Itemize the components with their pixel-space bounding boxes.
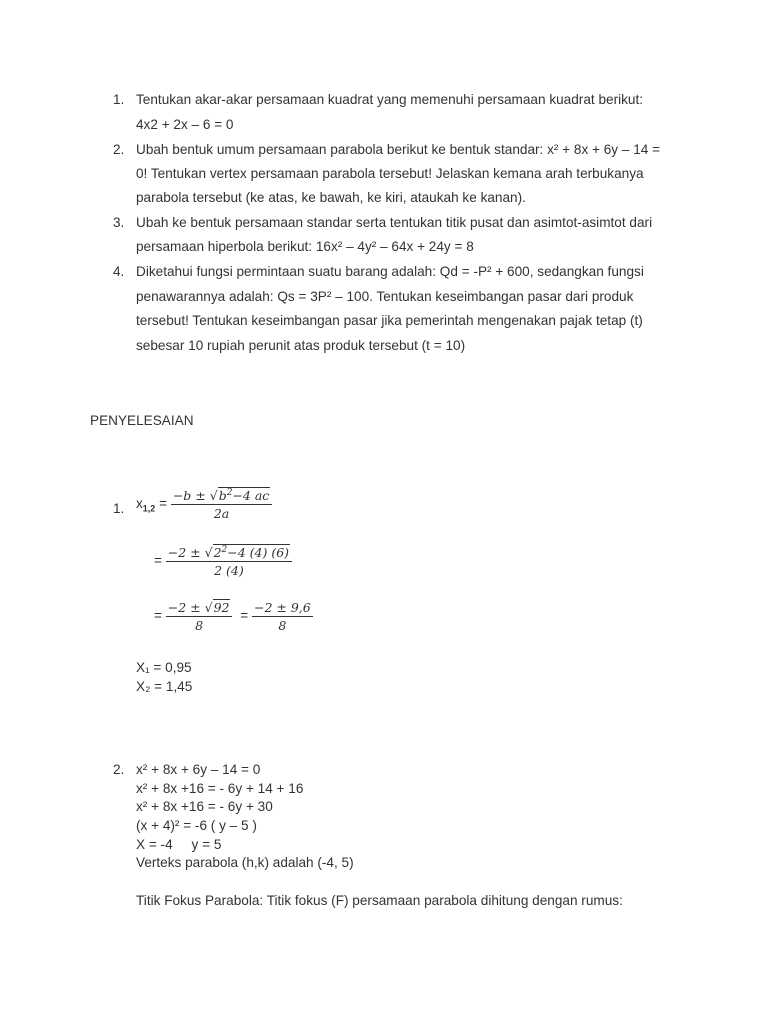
- question-4-line-1: Diketahui fungsi permintaan suatu barang adalah: Qd = -P² + 600, sedangkan fungsi: [136, 264, 644, 279]
- question-3-line-2: persamaan hiperbola berikut: 16x² – 4y² – 64x + 24y = 8: [136, 239, 474, 254]
- question-3-line-1: Ubah ke bentuk persamaan standar serta tentukan titik pusat dan asimtot-asimtot dari: [136, 215, 653, 230]
- numerator-prefix: −2 ±: [167, 600, 205, 615]
- fraction-numerator: [166, 600, 233, 617]
- formula-row-1: [136, 488, 272, 521]
- root-x1: X₁ = 0,95: [136, 660, 192, 675]
- question-4-line-4: sebesar 10 rupiah perunit atas produk tersebut (t = 10): [136, 338, 466, 353]
- question-2-line-2: 0! Tentukan vertex persamaan parabola tersebut! Jelaskan kemana arah terbukanya: [136, 166, 644, 181]
- equals-sign: =: [154, 553, 162, 569]
- question-2-line-3: parabola tersebut (ke atas, ke bawah, ke kiri, ataukah ke kanan).: [136, 190, 526, 205]
- root-x2: X₂ = 1,45: [136, 679, 193, 694]
- solution-2-line-4: (x + 4)² = -6 ( y – 5 ): [136, 818, 257, 833]
- focus-text: Titik Fokus Parabola: Titik fokus (F) persamaan parabola dihitung dengan rumus:: [136, 893, 623, 908]
- formula-row-2: [154, 545, 292, 578]
- fraction-numerator: [171, 488, 272, 505]
- quadratic-formula-fraction: [171, 488, 272, 521]
- question-2-line-1: Ubah bentuk umum persamaan parabola berikut ke bentuk standar: x² + 8x + 6y – 14 =: [136, 142, 661, 157]
- radicand-rest: −4 ac: [232, 488, 270, 503]
- solution-2-line-2: x² + 8x +16 = - 6y + 14 + 16: [136, 781, 304, 796]
- equals-sign: =: [240, 608, 249, 624]
- question-1-number: 1.: [113, 92, 125, 107]
- solution-2-line-3: x² + 8x +16 = - 6y + 30: [136, 799, 273, 814]
- solution-2-line-5: X = -4 y = 5: [136, 837, 222, 852]
- radicand-base: b: [218, 488, 227, 503]
- fraction-denominator: 8: [195, 618, 204, 633]
- radicand: 92: [213, 600, 230, 615]
- fraction-denominator: 2 (4): [214, 563, 244, 578]
- sqrt-symbol: $√b^2-4$ ac: [209, 487, 270, 503]
- variable-x: x: [136, 496, 143, 512]
- section-heading: PENYELESAIAN: [90, 413, 194, 428]
- simplified-fraction: [166, 600, 233, 633]
- solution-2-line-1: x² + 8x + 6y – 14 = 0: [136, 762, 261, 777]
- radicand-rest: −4 (4) (6): [227, 545, 290, 560]
- fraction-denominator: 2a: [213, 506, 230, 521]
- result-fraction: [252, 600, 313, 633]
- fraction-numerator: −2 ± 9,6: [253, 600, 311, 615]
- solution-1-number: 1.: [113, 501, 125, 516]
- question-4-line-2: penawarannya adalah: Qs = 3P² – 100. Tentukan keseimbangan pasar dari produk: [136, 289, 634, 304]
- question-2-number: 2.: [113, 142, 125, 157]
- fraction-denominator: 8: [278, 618, 287, 633]
- equals-sign: =: [154, 608, 162, 624]
- solution-2-number: 2.: [113, 762, 125, 777]
- question-1-line-2: 4x2 + 2x – 6 = 0: [136, 117, 234, 132]
- solution-2-line-6: Verteks parabola (h,k) adalah (-4, 5): [136, 855, 354, 870]
- numerator-prefix: −b ±: [172, 488, 210, 503]
- numerator-prefix: −2 ±: [167, 545, 205, 560]
- fraction-numerator: [166, 545, 292, 562]
- substituted-fraction: [166, 545, 292, 578]
- formula-row-3: [154, 600, 313, 633]
- question-3-number: 3.: [113, 215, 125, 230]
- equals-sign: =: [159, 496, 168, 512]
- sqrt-symbol: $√2^2-4$ (4) (6): [204, 544, 290, 560]
- radicand-base: 2: [213, 545, 222, 560]
- question-4-number: 4.: [113, 264, 125, 279]
- variable-subscript: 1,2: [142, 503, 156, 514]
- sqrt-symbol: √92: [204, 600, 230, 615]
- question-1-line-1: Tentukan akar-akar persamaan kuadrat yang memenuhi persamaan kuadrat berikut:: [136, 92, 644, 107]
- variable-label: [136, 496, 156, 514]
- radicand-exponent: 2: [221, 544, 228, 555]
- question-4-line-3: tersebut! Tentukan keseimbangan pasar jika pemerintah mengenakan pajak tetap (t): [136, 313, 643, 328]
- radicand-exponent: 2: [226, 487, 233, 498]
